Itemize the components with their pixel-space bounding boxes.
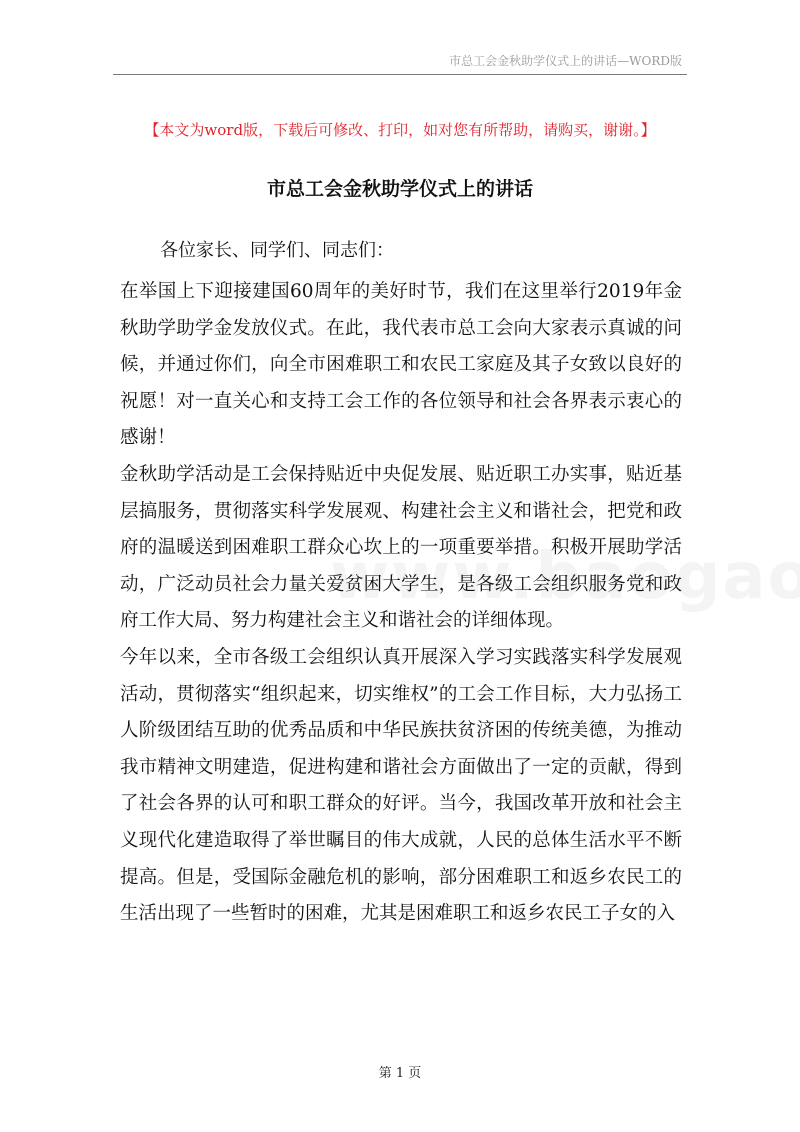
header-divider [113,74,687,75]
purchase-notice: 【本文为word版，下载后可修改、打印，如对您有所帮助，请购买，谢谢。】 [144,121,656,139]
paragraph-1: 在举国上下迎接建国60周年的美好时节，我们在这里举行2019年金秋助学助学金发放仪式。在此，我代表市总工会向大家表示真诚的问候，并通过你们，向全市困难职工和农民工家庭及其子女致以良好的祝愿！对一直关心和支持工会工作的各位领导和社会各界表示衷心的感谢！ [120,281,682,449]
paragraph-2: 金秋助学活动是工会保持贴近中央促发展、贴近职工办实事，贴近基层搞服务，贯彻落实科学发展观、构建社会主义和谐社会，把党和政府的温暖送到困难职工群众心坎上的一项重要举措。积极开展助学活动，广泛动员社会力量关爱贫困大学生，是各级工会组织服务党和政府工作大局、努力构建社会主义和谐社会的详细体现。 [120,463,682,632]
salutation: 各位家长、同学们、同志们： [160,240,394,261]
page-number: 第 1 页 [378,1066,422,1081]
running-header: 市总工会金秋助学仪式上的讲话—WORD版 [449,54,682,68]
document-title: 市总工会金秋助学仪式上的讲话 [266,178,533,200]
paragraph-3: 今年以来，全市各级工会组织认真开展深入学习实践落实科学发展观活动，贯彻落实“组织起来，切实维权”的工会工作目标，大力弘扬工人阶级团结互助的优秀品质和中华民族扶贫济困的传统美德，为推动我市精神文明建造，促进构建和谐社会方面做出了一定的贡献，得到了社会各界的认可和职工群众的好评。当今，我国改革开放和社会主义现代化建造取得了举世瞩目的伟大成就，人民的总体生活水平不断提高。但是，受国际金融危机的影响，部分困难职工和返乡农民工的生活出现了一些暂时的困难，尤其是困难职工和返乡农民工子女的入 [120,646,682,925]
watermark [330,540,800,614]
